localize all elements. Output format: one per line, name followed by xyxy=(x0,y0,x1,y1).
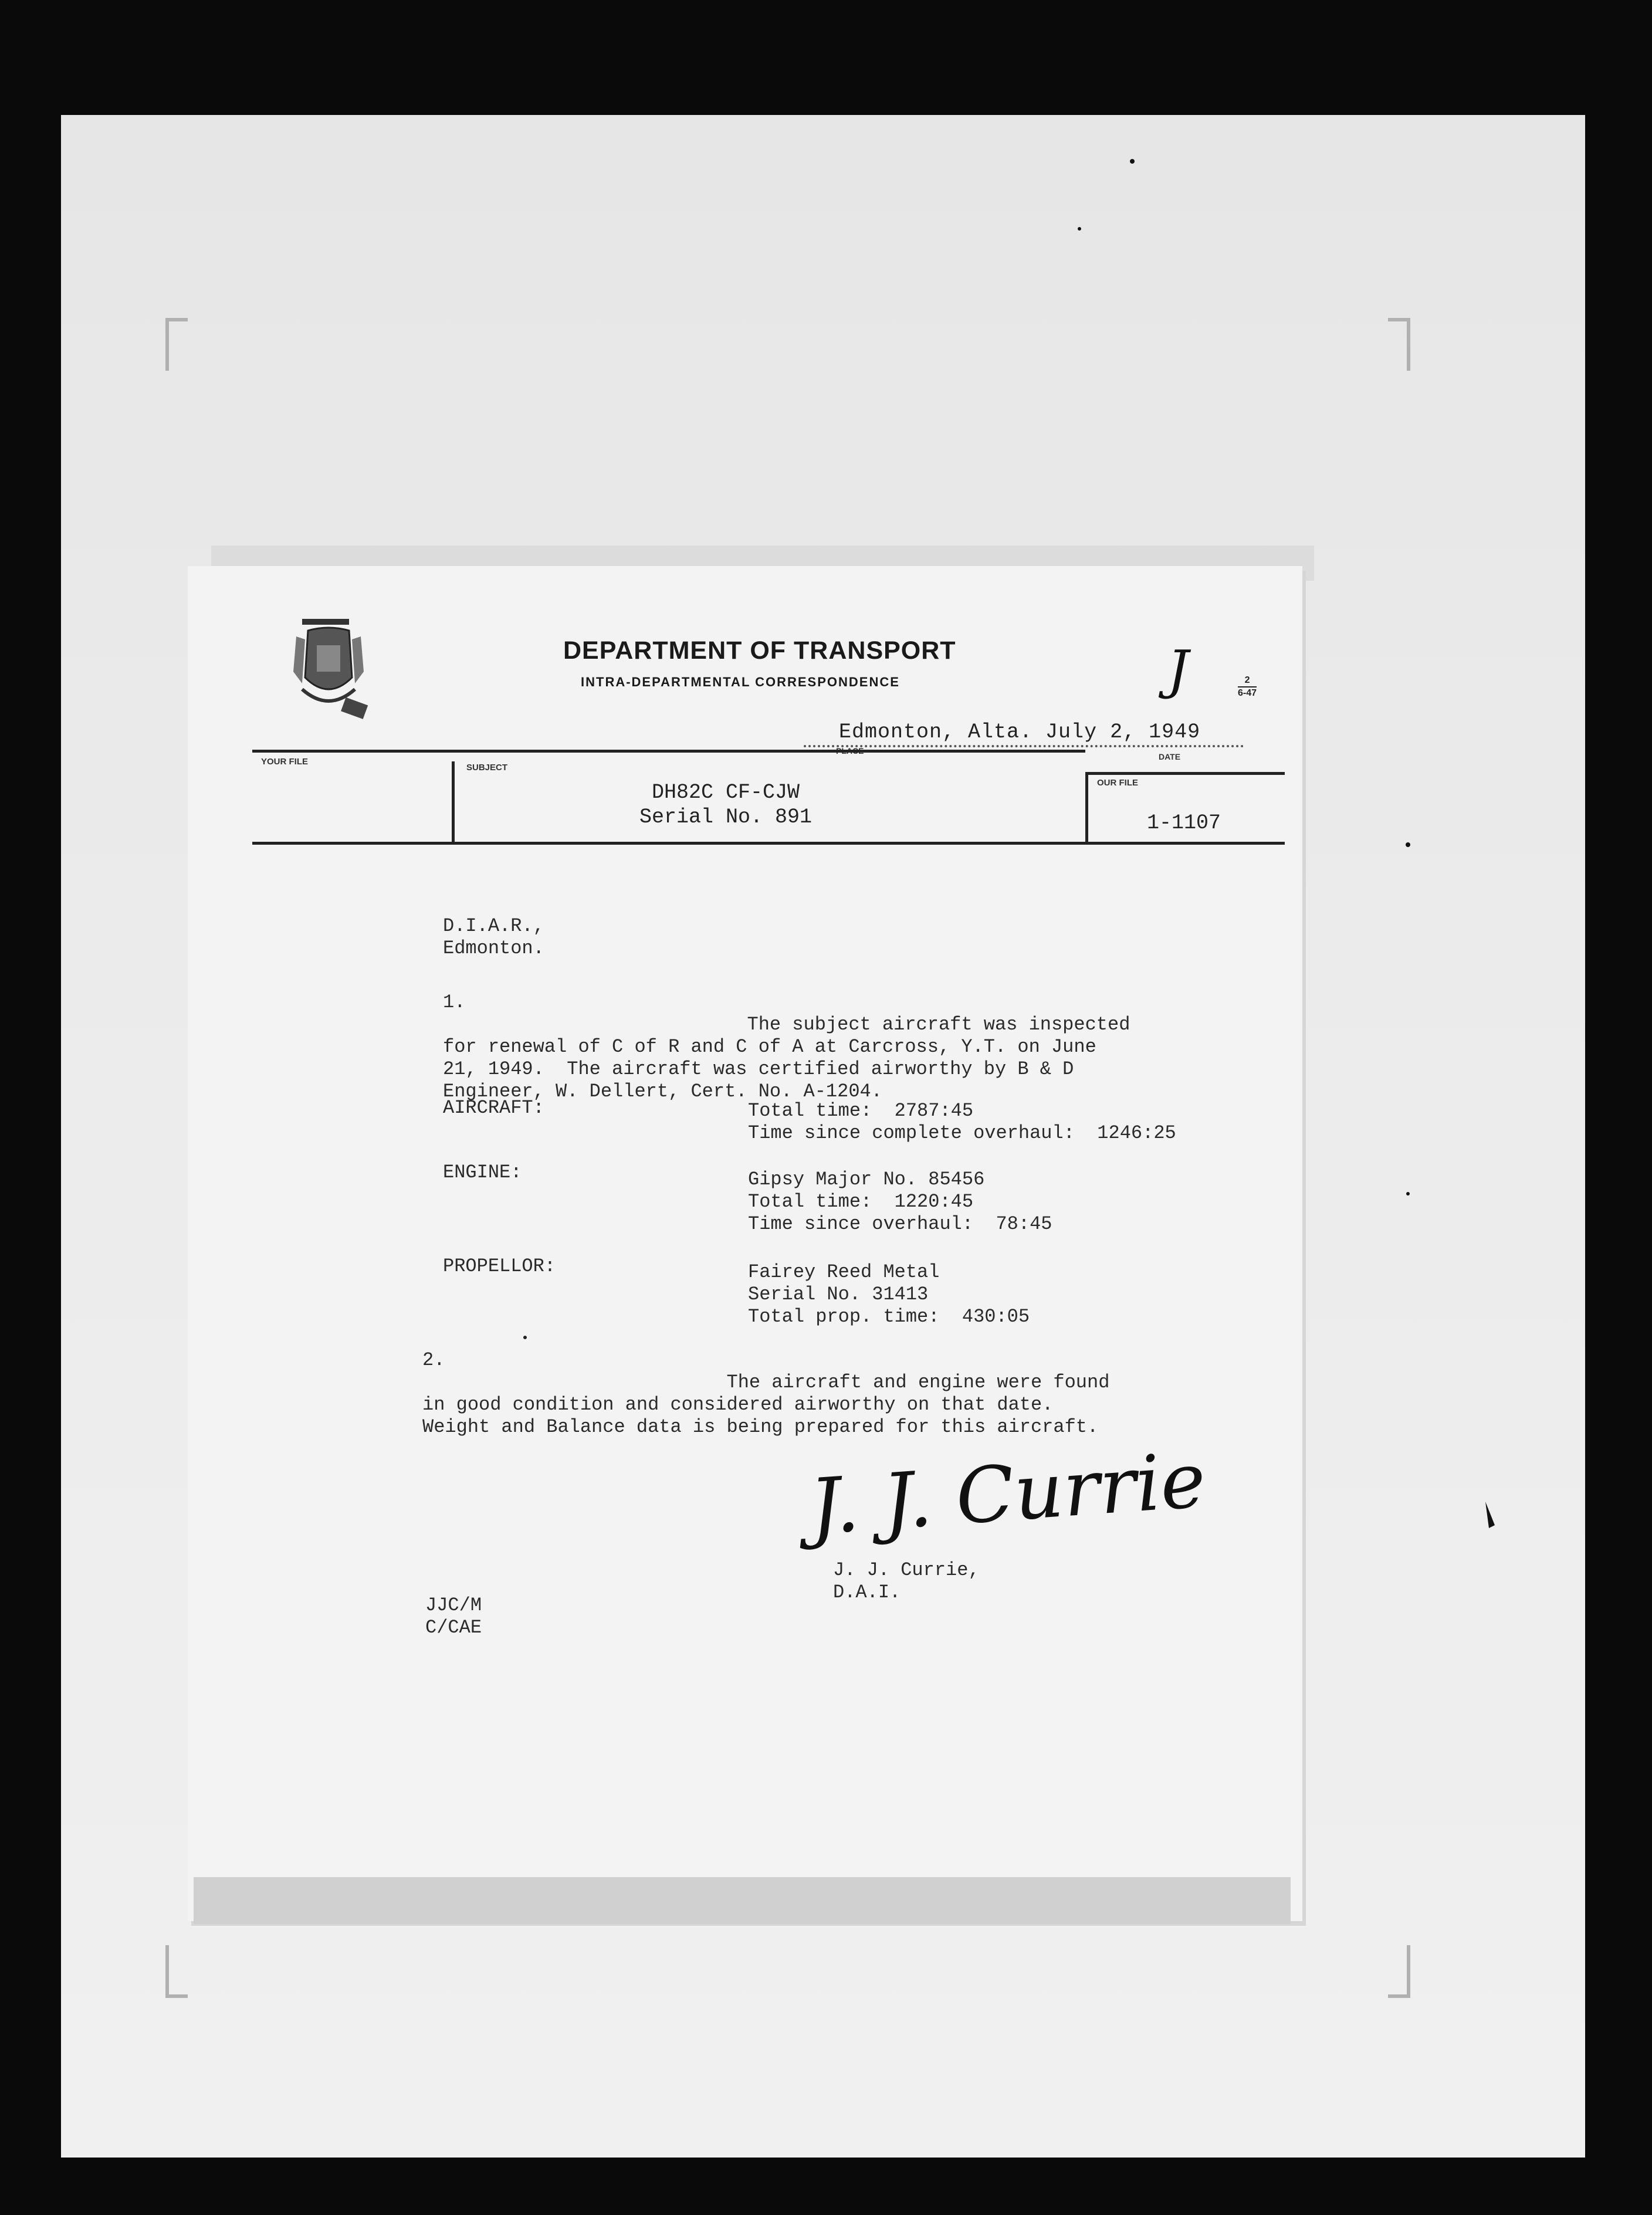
subject-label: SUBJECT xyxy=(466,763,508,773)
aircraft-line: Total time: 2787:45 xyxy=(748,1100,974,1122)
our-file-value: 1-1107 xyxy=(1147,811,1221,835)
engine-line: Time since overhaul: 78:45 xyxy=(748,1213,1052,1235)
form-number-top: 2 xyxy=(1244,675,1250,685)
handwritten-initial: J xyxy=(1167,639,1189,701)
propellor-line: Total prop. time: 430:05 xyxy=(748,1306,1030,1327)
engine-label: ENGINE: xyxy=(443,1161,522,1183)
handwritten-signature: J. J. Currie xyxy=(807,1435,1208,1552)
paragraph-line: Engineer, W. Dellert, Cert. No. A-1204. xyxy=(443,1081,882,1102)
paragraph-number: 2. xyxy=(422,1349,445,1371)
engine-line: Total time: 1220:45 xyxy=(748,1191,974,1213)
propellor-label: PROPELLOR: xyxy=(443,1255,556,1277)
place-date-value: Edmonton, Alta. July 2, 1949 xyxy=(839,720,1201,744)
your-file-label: YOUR FILE xyxy=(261,757,309,767)
paragraph-line: in good condition and considered airworthy on that date. xyxy=(422,1394,1054,1415)
our-file-label: OUR FILE xyxy=(1097,778,1138,788)
signer-title: D.A.I. xyxy=(833,1581,901,1603)
subject-line: DH82C CF-CJW xyxy=(652,781,800,804)
addressee-line: Edmonton. xyxy=(443,937,544,959)
paragraph-line: The aircraft and engine were found xyxy=(422,1371,1110,1393)
engine-line: Gipsy Major No. 85456 xyxy=(748,1169,985,1190)
paragraph-line: Weight and Balance data is being prepared for this aircraft. xyxy=(422,1416,1099,1438)
date-label: DATE xyxy=(1159,752,1181,761)
addressee-line: D.I.A.R., xyxy=(443,915,544,937)
reference-line: C/CAE xyxy=(425,1617,482,1638)
correspondence-subtitle: INTRA-DEPARTMENTAL CORRESPONDENCE xyxy=(581,675,900,689)
aircraft-label: AIRCRAFT: xyxy=(443,1097,544,1119)
reference-line: JJC/M xyxy=(425,1594,482,1616)
paragraph-number: 1. xyxy=(443,991,466,1013)
subject-line: Serial No. 891 xyxy=(639,805,813,829)
aircraft-line: Time since complete overhaul: 1246:25 xyxy=(748,1122,1176,1144)
department-title: DEPARTMENT OF TRANSPORT xyxy=(563,636,956,665)
paragraph-line: for renewal of C of R and C of A at Carcross, Y.T. on June xyxy=(443,1036,1096,1058)
propellor-line: Serial No. 31413 xyxy=(748,1283,929,1305)
signer-name: J. J. Currie, xyxy=(833,1559,980,1581)
paragraph-line: 21, 1949. The aircraft was certified airworthy by B & D xyxy=(443,1058,1074,1080)
paragraph-line: The subject aircraft was inspected xyxy=(443,1014,1130,1035)
form-number-bottom: 6-47 xyxy=(1238,686,1257,699)
propellor-line: Fairey Reed Metal xyxy=(748,1261,940,1283)
